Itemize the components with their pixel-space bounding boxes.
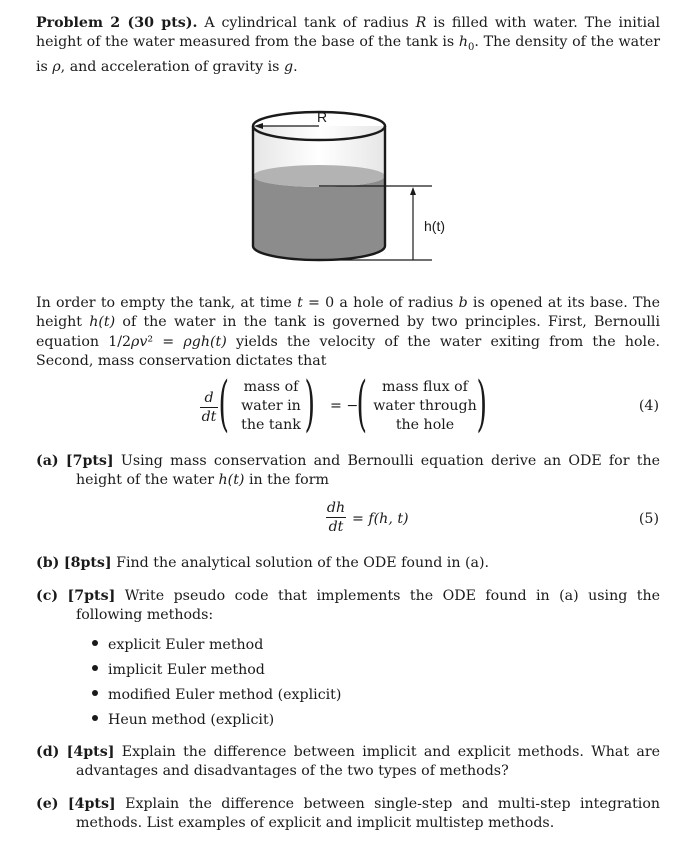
methods-list — [92, 635, 341, 735]
problem-statement: Problem 2 (30 pts). A cylindrical tank of radius R is filled with water. The initial height of the water measured from the base of the tank is $h_0$. The density of the water is ρ, and acceleration of gravity is g. — [36, 15, 661, 75]
mass-flux-hole: mass flux of water through the hole — [373, 379, 477, 433]
equation-number-4: (4) — [638, 398, 659, 414]
equation-4: d dt ( mass of water in the tank ) = − ( mass flux of water through the hole ) (4) — [201, 369, 659, 439]
mass-in-tank: mass of water in the tank — [241, 379, 301, 433]
derivative-operator: d dt — [201, 390, 217, 425]
height-label: h(t) — [424, 218, 445, 234]
problem-heading: Problem 2 (30 pts). — [36, 15, 198, 31]
list-item: Heun method (explicit) — [92, 710, 341, 735]
tank-figure — [240, 104, 460, 274]
part-c: (c) [7pts] Write pseudo code that implements the ODE found in (a) using the following methods: — [36, 588, 660, 624]
part-b: (b) [8pts] Find the analytical solution of the ODE found in (a). — [36, 555, 490, 571]
radius-label: R — [317, 109, 328, 125]
water-body — [253, 176, 385, 260]
equation-5: dh dt = f(h, t) (5) — [326, 500, 659, 535]
part-d: (d) [4pts] Explain the difference between implicit and explicit methods. What are advantages and disadvantages of the two types of methods? — [36, 744, 660, 780]
setup-paragraph: In order to empty the tank, at time t = 0 a hole of radius b is opened at its base. The height h(t) of the water in the tank is governed by two principles. First, Bernoulli equation 1/2ρv² = ρgh(t) yields the velocity of the water exiting from the hole. Second, mass conservation dictates that — [36, 295, 660, 370]
part-e: (e) [4pts] Explain the difference between single-step and multi-step integration methods. List examples of explicit and implicit multistep methods. — [36, 796, 660, 832]
list-item: modified Euler method (explicit) — [92, 685, 341, 710]
list-item: implicit Euler method — [92, 660, 341, 685]
part-a: (a) [7pts] Using mass conservation and Bernoulli equation derive an ODE for the height of the water h(t) in the form — [36, 453, 660, 489]
equation-number-5: (5) — [638, 511, 659, 527]
list-item: explicit Euler method — [92, 635, 341, 660]
water-surface — [253, 165, 385, 187]
